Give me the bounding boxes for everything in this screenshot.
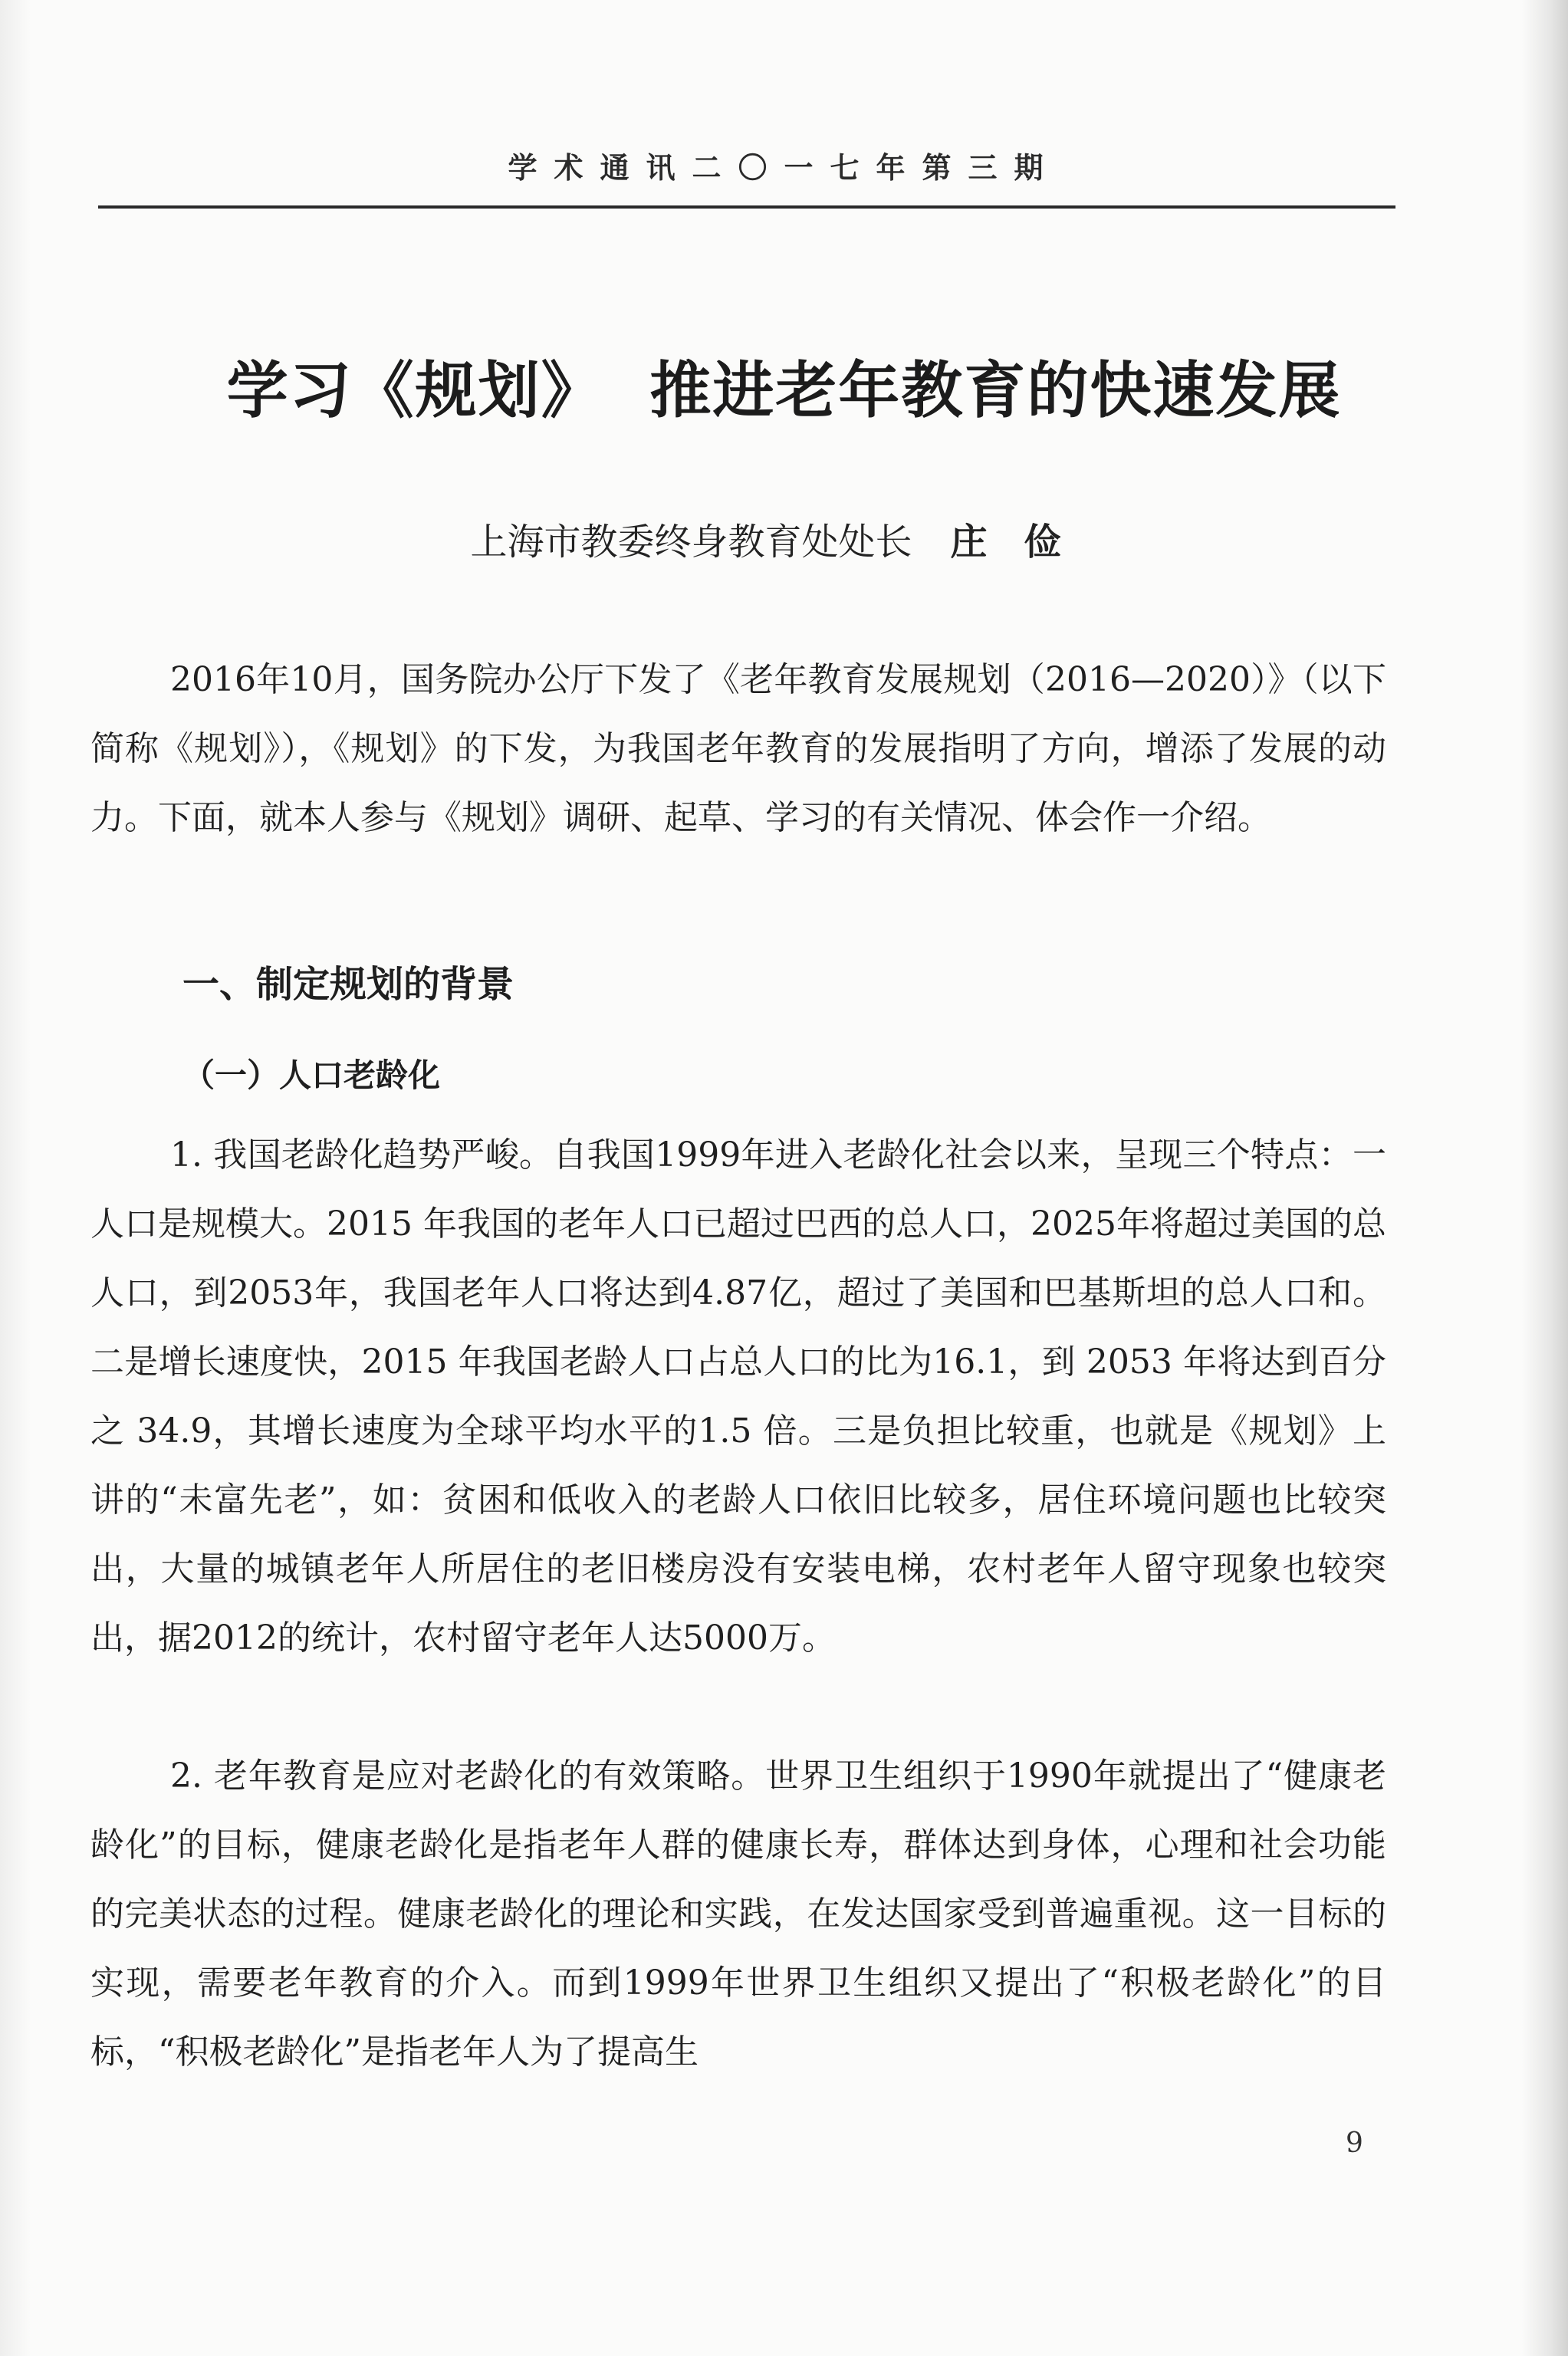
body-paragraph-1: 1. 我国老龄化趋势严峻。自我国1999年进入老龄化社会以来，呈现三个特点：一人口是规模大。2015 年我国的老年人口已超过巴西的总人口，2025年将超过美国的总人口，到2053年，我国老年人口将达到4.87亿，超过了美国和巴基斯坦的总人口和。二是增长速度快，2015 年我国老龄人口占总人口的比为16.1，到 2053 年将达到百分之 34.9，其增长速度为全球平均水平的1.5 倍。三是负担比较重，也就是《规划》上讲的“未富先老”，如：贫困和低收入的老龄人口依旧比较多，居住环境问题也比较突出，大量的城镇老年人所居住的老旧楼房没有安装电梯，农村老年人留守现象也较突出，据2012的统计，农村留守老年人达5000万。 [90, 1135, 1386, 1658]
subsection-heading: （一）人口老龄化 [182, 1056, 441, 1094]
header-rule [98, 205, 1395, 209]
section-heading: 一、制定规划的背景 [182, 963, 514, 1006]
byline [0, 512, 1568, 565]
running-header: 学术通讯二〇一七年第三期 [508, 151, 1060, 185]
author-affiliation: 上海市教委终身教育处处长 [470, 521, 912, 564]
body-paragraph-2: 2. 老年教育是应对老龄化的有效策略。世界卫生组织于1990年就提出了“健康老龄化”的目标，健康老龄化是指老年人群的健康长寿，群体达到身体，心理和社会功能的完美状态的过程。健康老龄化的理论和实践，在发达国家受到普遍重视。这一目标的实现，需要老年教育的介入。而到1999年世界卫生组织又提出了“积极老龄化”的目标，“积极老龄化”是指老年人为了提高生 [90, 1756, 1386, 2072]
intro-paragraph: 2016年10月，国务院办公厅下发了《老年教育发展规划（2016—2020）》（以下简称《规划》），《规划》的下发，为我国老年教育的发展指明了方向，增添了发展的动力。下面，就本人参与《规划》调研、起草、学习的有关情况、体会作一介绍。 [90, 660, 1386, 837]
article-title: 学习《规划》 推进老年教育的快速发展 [226, 355, 1342, 426]
author-name: 庄俭 [950, 521, 1098, 564]
page-number: 9 [1346, 2128, 1363, 2159]
